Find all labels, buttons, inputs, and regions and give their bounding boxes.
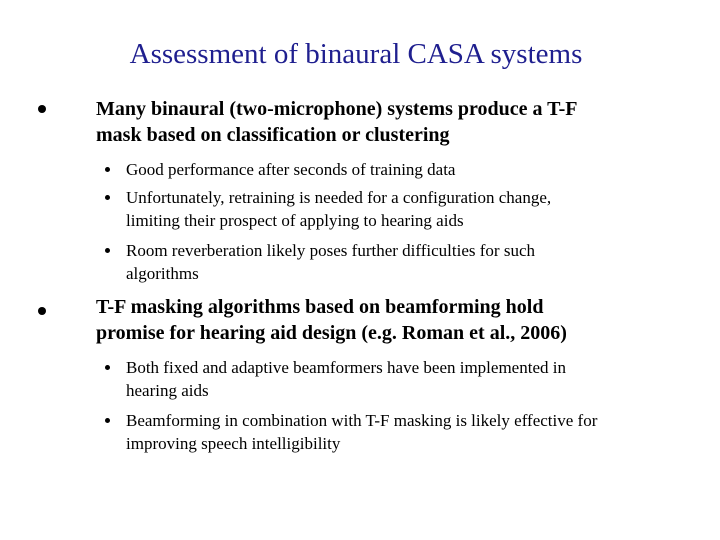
sub-bullet-dot-icon: [105, 167, 110, 172]
bullet-dot-icon: [38, 105, 46, 113]
bullet-text: [96, 96, 686, 148]
bullet-text-line: T-F masking algorithms based on beamforming hold: [96, 296, 544, 318]
sub-bullet-text-line: Unfortunately, retraining is needed for a configuration change,: [126, 188, 552, 207]
sub-bullet-text-line: limiting their prospect of applying to hearing aids: [126, 211, 464, 230]
sub-bullet-dot-icon: [105, 195, 110, 200]
sub-bullet-text: [126, 186, 692, 232]
bullet-dot-icon: [38, 307, 46, 315]
sub-bullet-text-line: improving speech intelligibility: [126, 434, 341, 453]
sub-bullet-text-line: algorithms: [126, 264, 199, 283]
bullet-text-line: mask based on classification or clustering: [96, 124, 450, 146]
sub-bullet-dot-icon: [105, 418, 110, 423]
sub-bullet-text-line: hearing aids: [126, 381, 209, 400]
sub-bullet-text-line: Good performance after seconds of training data: [126, 160, 456, 179]
sub-bullet-text-line: Room reverberation likely poses further difficulties for such: [126, 241, 535, 260]
sub-bullet-dot-icon: [105, 248, 110, 253]
sub-bullet-text: [126, 409, 692, 455]
sub-bullet-text-line: Beamforming in combination with T-F masking is likely effective for: [126, 411, 598, 430]
bullet-text: [96, 294, 686, 346]
sub-bullet-text: [126, 356, 692, 402]
sub-bullet-dot-icon: [105, 365, 110, 370]
slide-title: Assessment of binaural CASA systems: [129, 38, 583, 70]
bullet-text-line: promise for hearing aid design (e.g. Roman et al., 2006): [96, 322, 567, 344]
sub-bullet-text: [126, 158, 692, 181]
sub-bullet-text-line: Both fixed and adaptive beamformers have been implemented in: [126, 358, 566, 377]
sub-bullet-text: [126, 239, 692, 285]
bullet-text-line: Many binaural (two-microphone) systems produce a T-F: [96, 98, 578, 120]
